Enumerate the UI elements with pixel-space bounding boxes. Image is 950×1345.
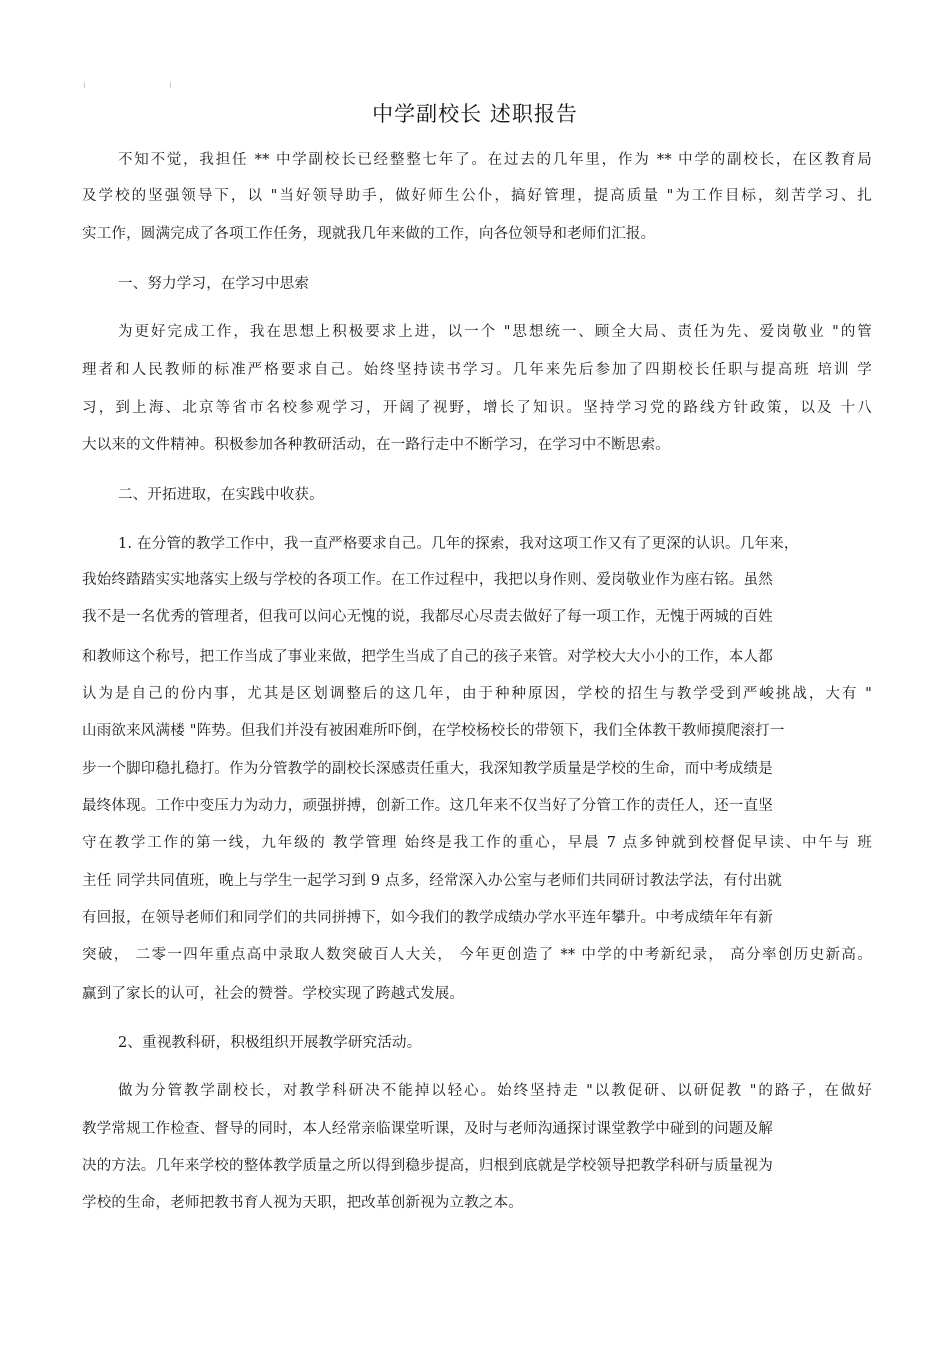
paragraph-line: 为更好完成工作，我在思想上积极要求上进，以一个 "思想统一、顾全大局、责任为先、爱岗敬业 "的管 <box>118 324 872 340</box>
paragraph-line: 山雨欲来风满楼 "阵势。但我们并没有被困难所吓倒，在学校杨校长的带领下，我们全体教干教师摸爬滚打一 <box>82 723 785 739</box>
document-title: 中学副校长 述职报告 <box>372 102 578 126</box>
paragraph-line: 主任 同学共同值班，晚上与学生一起学习到 9 点多，经常深入办公室与老师们共同研讨教法学法，有付出就 <box>82 873 783 889</box>
paragraph-line: 实工作，圆满完成了各项工作任务，现就我几年来做的工作，向各位领导和老师们汇报。 <box>82 226 656 242</box>
paragraph-line: 守在教学工作的第一线，九年级的 教学管理 始终是我工作的重心，早晨 7 点多钟就到校督促早读、中午与 班 <box>82 835 872 851</box>
section-heading: 二、开拓进取，在实践中收获。 <box>118 487 324 503</box>
section-heading: 一、努力学习，在学习中思索 <box>118 276 310 292</box>
paragraph-line: 我始终踏踏实实地落实上级与学校的各项工作。在工作过程中，我把以身作则、爱岗敬业作为座右铭。虽然 <box>82 572 773 588</box>
paragraph-line: 有回报，在领导老师们和同学们的共同拼搏下，如今我们的教学成绩办学水平连年攀升。中考成绩年年有新 <box>82 910 773 926</box>
paragraph-line: 大以来的文件精神。积极参加各种教研活动，在一路行走中不断学习，在学习中不断思索。 <box>82 437 670 453</box>
paragraph-line: 和教师这个称号，把工作当成了事业来做，把学生当成了自己的孩子来管。对学校大大小小的工作，本人都 <box>82 649 773 665</box>
scan-mark <box>170 82 171 88</box>
paragraph-line: 步一个脚印稳扎稳打。作为分管教学的副校长深感责任重大，我深知教学质量是学校的生命，而中考成绩是 <box>82 761 773 777</box>
paragraph-line: 1. 在分管的教学工作中，我一直严格要求自己。几年的探索，我对这项工作又有了更深的认识。几年来， <box>118 536 799 552</box>
paragraph-line: 学校的生命，老师把教书育人视为天职，把改革创新视为立教之本。 <box>82 1195 523 1211</box>
paragraph-line: 教学常规工作检查、督导的同时，本人经常亲临课堂听课，及时与老师沟通探讨课堂教学中碰到的问题及解 <box>82 1121 773 1137</box>
scan-mark <box>84 82 85 88</box>
paragraph-line: 认为是自己的份内事，尤其是区划调整后的这几年，由于种种原因，学校的招生与教学受到严峻挑战，大有 " <box>82 686 872 702</box>
paragraph-line: 理者和人民教师的标准严格要求自己。始终坚持读书学习。几年来先后参加了四期校长任职与提高班 培训 学 <box>82 362 872 378</box>
paragraph-line: 不知不觉，我担任 ** 中学副校长已经整整七年了。在过去的几年里，作为 ** 中学的副校长，在区教育局 <box>118 152 872 168</box>
paragraph-line: 赢到了家长的认可，社会的赞誉。学校实现了跨越式发展。 <box>82 986 465 1002</box>
paragraph-line: 我不是一名优秀的管理者，但我可以问心无愧的说，我都尽心尽责去做好了每一项工作，无愧于两城的百姓 <box>82 609 773 625</box>
paragraph-line: 做为分管教学副校长，对教学科研决不能掉以轻心。始终坚持走 "以教促研、以研促教 "的路子，在做好 <box>118 1083 872 1099</box>
section-heading: 2、重视教科研，积极组织开展教学研究活动。 <box>118 1035 422 1051</box>
paragraph-line: 及学校的坚强领导下，以 "当好领导助手，做好师生公仆，搞好管理，提高质量 "为工作目标，刻苦学习、扎 <box>82 188 872 204</box>
paragraph-line: 习，到上海、北京等省市名校参观学习，开阔了视野，增长了知识。坚持学习党的路线方针政策，以及 十八 <box>82 400 872 416</box>
paragraph-line: 突破， 二零一四年重点高中录取人数突破百人大关， 今年更创造了 ** 中学的中考新纪录， 高分率创历史新高。 <box>82 947 872 963</box>
paragraph-line: 决的方法。几年来学校的整体教学质量之所以得到稳步提高，归根到底就是学校领导把教学科研与质量视为 <box>82 1158 773 1174</box>
paragraph-line: 最终体现。工作中变压力为动力，顽强拼搏，创新工作。这几年来不仅当好了分管工作的责任人，还一直坚 <box>82 798 773 814</box>
